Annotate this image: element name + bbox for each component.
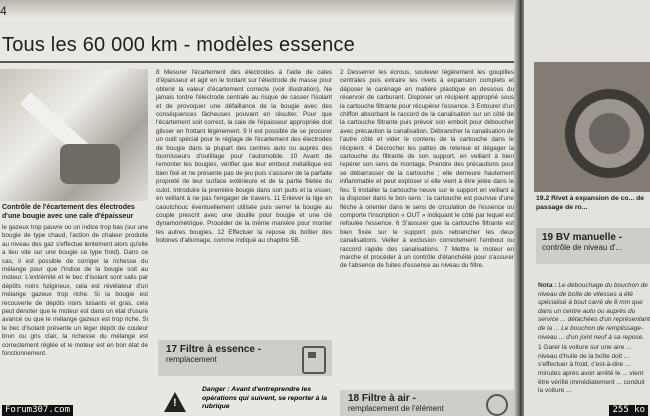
watermark-right: 255 ko: [609, 405, 648, 416]
page-title: Tous les 60 000 km - modèles essence: [2, 34, 355, 56]
figure-caption: Contrôle de l'écartement des électrodes d'une bougie avec une cale d'épaisseur: [2, 204, 135, 220]
section-17-heading-box: [158, 340, 332, 376]
section-19-heading-box: [536, 228, 650, 264]
section-17-subtitle: remplacement: [166, 355, 217, 364]
section-17-number: 17 Filtre à essence -: [166, 344, 262, 355]
section-18-number: 18 Filtre à air -: [348, 393, 416, 404]
right-figure-caption: 19.2 Rivet à expansion de co... de passage de ro...: [536, 195, 645, 211]
warning-text: Danger : Avant d'entreprendre les opérations qui suivent, se reporter à la rubrique: [202, 386, 328, 411]
text-column-1: le gazeux trop pauvre ou un indice trop bas (sur une bougie de type chaud, l'action de chaleur produite au niveau des gaz s'effectue lentement alors qu'elle a lieu vite sur une bougie ce type froid). Dans ce cas, il est possible de corriger la richesse du mélange pour que l'indice de la bougie soit au moteur. L'extrémité et le bec d'isolant sont salis par dépôts noirs fuligineux, cela est révélateur d'un mélange gazeux trop riche. Si la bougie est recouverte de dépôts noirs luisants et gras, cela peut dénoter que le moteur est dans un état d'usure avancé ou que le mélange gazeux est trop riche. Si le bec d'isolant présente un léger dépôt de couleur brun ou gris clair, la richesse du mélange est correctement réglée et le moteur est en bon état de fonctionnement.: [2, 224, 148, 358]
note-label: Nota :: [538, 282, 557, 289]
right-step-1: 1 Garer la voiture sur une aire ... niveau d'huile de la boîte doit ... s'effectuer à froid, c'est-à-dire ... minutes après avoir arrêté le ... vient être vérifié immédiatement ... conduit la voiture ...: [538, 344, 645, 395]
section-18-heading-box: [340, 390, 514, 416]
gearbox-photo: [534, 62, 650, 192]
watermark-left: Forum307.com: [2, 405, 73, 416]
section-18-subtitle: remplacement de l'élément: [348, 404, 444, 413]
top-shadow: [0, 0, 516, 18]
air-filter-icon: [486, 394, 508, 416]
note-text: Le débouchage du bouchon de niveau de boîte de vitesses a été spécialisé à bout carré de 8 mm que dans un centre auto ou auprès du service ... détachées d'un représentant de la ... Le bouchon de remplissage-niveau ... d'un joint neuf à sa repose.: [538, 282, 650, 341]
fuel-filter-icon: [302, 346, 326, 374]
text-column-2: 8 Mesurer l'écartement des électrodes à l'aide de cales d'épaisseur et agir en le tordant sur l'électrode de masse pour obtenir la valeur d'écartement correcte (voir illustration). Ne jamais tordre l'électrode centrale au risque de casser l'isolant et de provoquer une défaillance de la bougie avec des conséquences fâcheuses pouvant en résulter. Pour que l'écartement soit correct, la cale de l'épaisseur appropriée doit glisser en frottant légèrement. 9 Il est possible de se procurer un outil spécial pour le réglage de l'écartement des électrodes de bougie dans la plupart des centres auto ou auprès des fournisseurs d'outillage pour l'automobile. 10 Avant de remonter les bougies, vérifier que leur embout métallique est bien fixé et ne présente pas de jeu puis s'assurer de la parfaite propreté de leur surface extérieure et de la partie filetée du culot. Introduire la première bougie dans son puits et la visser, en veillant à ne pas l'engager de travers. 11 Enlever la tige en caoutchouc éventuellement utilisée puis serrer la bougie au couple prescrit avec une douille pour bougie et une clé dynamométrique. Procéder de la même manière pour monter les autres bougies. 12 Effectuer la repose du boîtier des bobines d'allumage, comme indiqué au chapitre 5B.: [156, 69, 332, 245]
right-note: [538, 282, 650, 396]
page-marker: 4: [0, 4, 7, 18]
right-page: [524, 0, 650, 416]
title-rule: [0, 61, 514, 63]
warning-triangle-icon: [164, 392, 186, 412]
section-19-number: 19 BV manuelle -: [542, 232, 623, 243]
danger-warning: [158, 380, 332, 416]
spark-plug-body: [60, 144, 120, 184]
spark-plug-gap-photo: [0, 69, 148, 201]
section-19-subtitle: contrôle de niveau d'...: [542, 243, 623, 252]
text-column-3: 2 Desserrer les écrous, soulever légèrement les goupilles centrales puis extraire les rivets à expansion complets et déposer le carénage en matière plastique en dessous du réservoir de carburant. Disposer un récipient approprié sous la cartouche filtrante pour récupérer l'essence. 3 Entourer d'un chiffon absorbant le raccord de la canalisation sur un côté de la cartouche filtrante puis prévoir son emboît pour déboucher avec précaution la canalisation. Débrancher la canalisation de l'autre côté et vider le contenu de la cartouche dans le récipient. 4 Décrocher les pattes de retenue et dégager la cartouche du filtrante de son support, en veillant à bien repérer son sens de montage. Prendre des précautions pour se débarrasser de la cartouche ; elle demeure hautement inflammable et peut exploser si elle vient à être jetée dans le feu. 5 Installer la cartouche neuve sur le support en veillant à la disposer dans le bon sens : la cartouche est pourvue d'une flèche à orienter dans le sens de circulation de l'essence ou comporte l'inscription « OUT » indiquant le côté par lequel est refoulée l'essence. 6 S'assurer que la cartouche filtrante est bien fixée sur le support puis rebrancher les deux canalisations. Veiller à exclusion correctement l'embout ou raccord rapide des canalisations. 7 Mettre le moteur en marche et procéder à un contrôle d'étanchéité pour s'assurer de l'absence de fuites d'essence au niveau du filtre.: [340, 69, 514, 270]
